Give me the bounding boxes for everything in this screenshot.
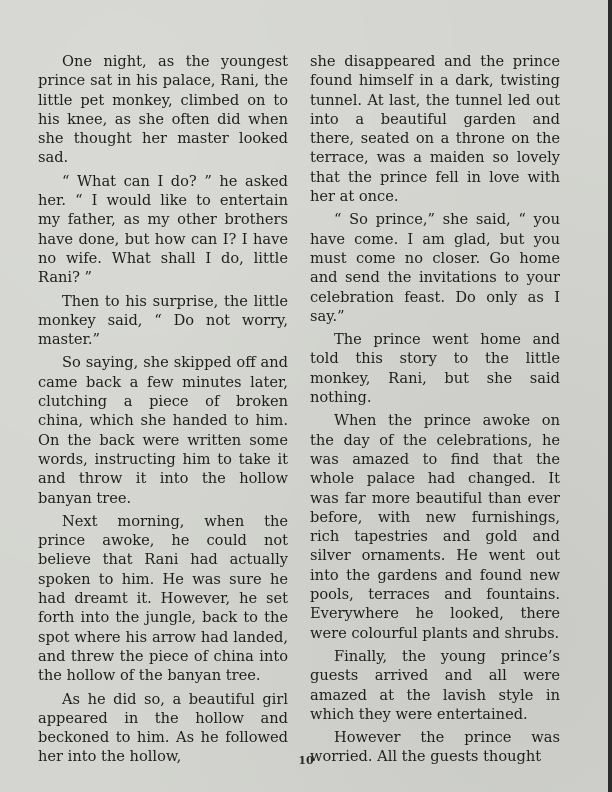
paragraph: Then to his surprise, the little monkey said, “ Do not worry, master.”: [38, 292, 288, 349]
paragraph: When the prince awoke on the day of the celebrations, he was amazed to find that the whole palace had changed. It was far more beautiful than ever before, with new furnishings, rich tapestries and gold and silver ornaments. He went out into the gardens and found new pools, terraces and fountains. Everywhere he looked, there were colourful plants and shrubs.: [310, 412, 560, 642]
paragraph: As he did so, a beautiful girl appeared in the hollow and beckoned to him. As he followed her into the hollow,: [38, 690, 288, 766]
left-text-column: [38, 52, 288, 771]
paragraph: So saying, she skipped off and came back a few minutes later, clutching a piece of broken china, which she handed to him. On the back were written some words, instructing him to take it and throw it into the hollow banyan tree.: [38, 354, 288, 507]
paragraph: However the prince was worried. All the guests thought: [310, 729, 560, 766]
continued-paragraph: she disappeared and the prince found himself in a dark, twisting tunnel. At last, the tunnel led out into a beautiful garden and there, seated on a throne on the terrace, was a maiden so lovely that the prince fell in love with her at once.: [310, 53, 560, 206]
page-number: 10: [298, 754, 314, 767]
page-edge-shadow: [608, 0, 612, 792]
paragraph: “ What can I do? ” he asked her. “ I would like to entertain my father, as my other brothers have done, but how can I? I have no wife. What shall I do, little Rani? ”: [38, 172, 288, 287]
right-text-column: [310, 52, 560, 771]
paragraph: Finally, the young prince’s guests arrived and all were amazed at the lavish style in which they were entertained.: [310, 647, 560, 723]
paragraph: One night, as the youngest prince sat in his palace, Rani, the little pet monkey, climbed on to his knee, as she often did when she thought her master looked sad.: [38, 53, 288, 167]
paragraph: The prince went home and told this story to the little monkey, Rani, but she said nothing.: [310, 331, 560, 407]
paragraph: Next morning, when the prince awoke, he could not believe that Rani had actually spoken to him. He was sure he had dreamt it. However, he set forth into the jungle, back to the spot where his arrow had landed, and threw the piece of china into the hollow of the banyan tree.: [38, 512, 288, 685]
paragraph: “ So prince,” she said, “ you have come. I am glad, but you must come no closer. Go home and send the invitations to your celebration feast. Do only as I say.”: [310, 211, 560, 325]
